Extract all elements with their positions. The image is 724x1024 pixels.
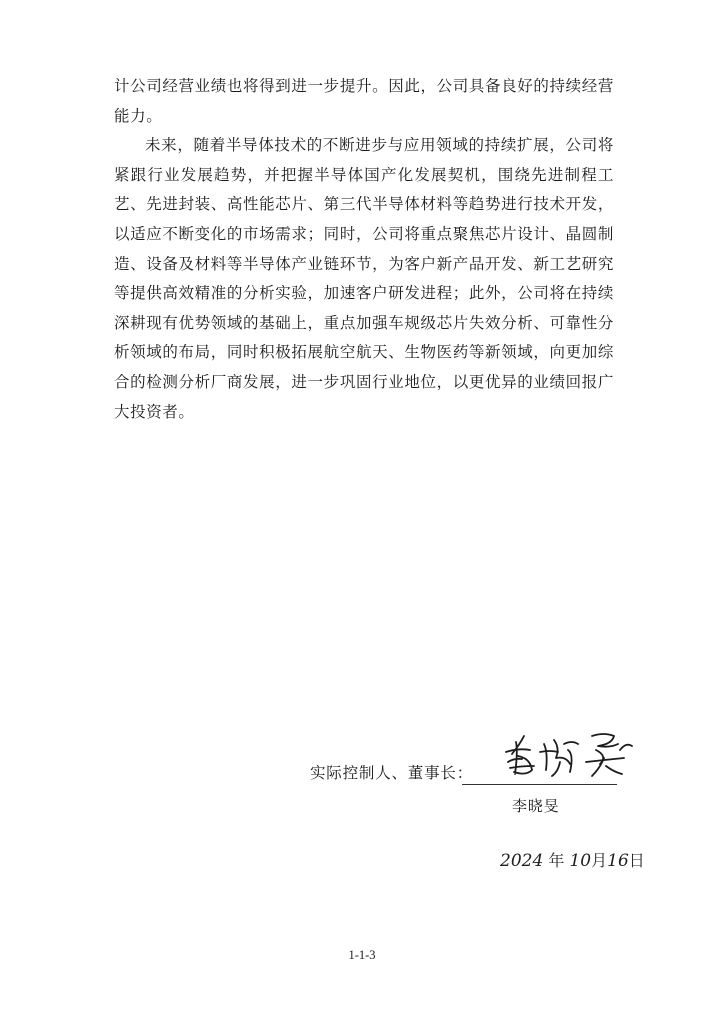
date-day: 16 [607,851,629,871]
paragraph-future-outlook: 未来，随着半导体技术的不断进步与应用领域的持续扩展，公司将紧跟行业发展趋势，并把握半导体国产化发展契机，围绕先进制程工艺、先进封装、高性能芯片、第三代半导体材料等趋势进行技术开发，以适应不断变化的市场需求；同时，公司将重点聚焦芯片设计、晶圆制造、设备及材料等半导体产业链环节，为客户新产品开发、新工艺研究等提供高效精准的分析实验，加速客户研发进程；此外，公司将在持续深耕现有优势领域的基础上，重点加强车规级芯片失效分析、可靠性分析领域的布局，同时积极拓展航空航天、生物医药等新领域，向更加综合的检测分析厂商发展，进一步巩固行业地位，以更优异的业绩回报广大投资者。 [114,136,614,421]
signature-line [462,784,617,785]
date-month: 10 [569,851,592,871]
handwritten-signature [500,722,640,782]
printed-name: 李晓旻 [512,797,560,815]
date-year: 2024 [500,851,544,871]
page-number: 1-1-3 [348,948,376,962]
signatory-title-label: 实际控制人、董事长： [310,764,474,782]
date-year-suffix: 年 [548,851,565,870]
paragraph-continuation: 计公司经营业绩也将得到进一步提升。因此，公司具备良好的持续经营能力。 [114,77,614,125]
date-day-suffix: 日 [628,851,645,870]
signature-date [500,848,645,871]
body-text [114,72,614,427]
date-month-suffix: 月 [591,851,608,870]
